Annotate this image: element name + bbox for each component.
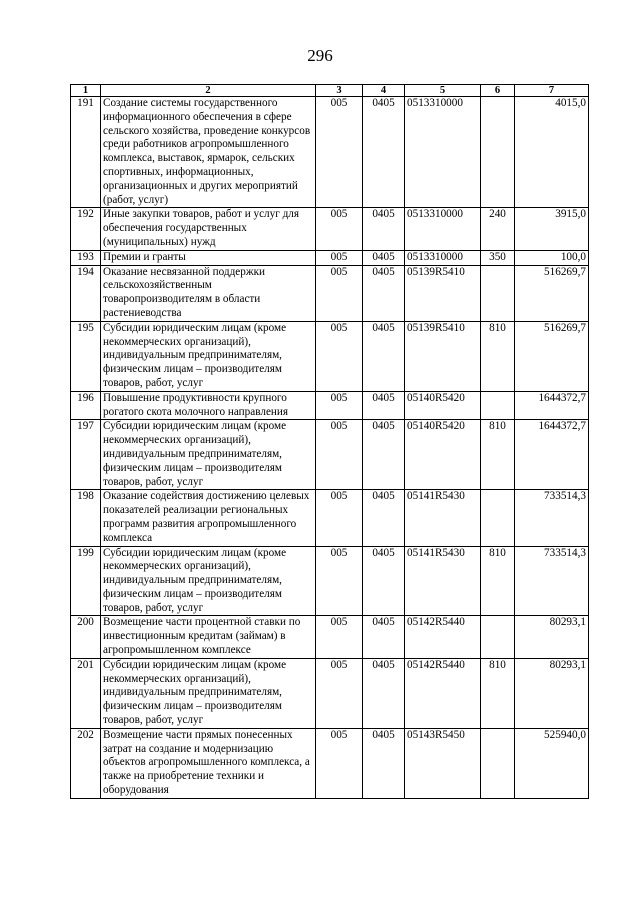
row-sum: 1644372,7 <box>515 391 589 420</box>
row-chapter: 005 <box>316 546 363 616</box>
row-expense-type <box>481 728 515 798</box>
table-row <box>71 546 589 616</box>
row-number: 199 <box>71 546 101 616</box>
row-article: 05139R5410 <box>405 265 481 321</box>
table-row <box>71 616 589 658</box>
row-chapter: 005 <box>316 728 363 798</box>
row-expense-type <box>481 391 515 420</box>
row-number: 194 <box>71 265 101 321</box>
row-subsection: 0405 <box>363 616 405 658</box>
row-expense-type: 810 <box>481 546 515 616</box>
column-header: 6 <box>481 85 515 97</box>
table-row <box>71 321 589 391</box>
row-chapter: 005 <box>316 250 363 265</box>
table-row <box>71 391 589 420</box>
budget-table <box>70 84 589 799</box>
row-expense-type: 350 <box>481 250 515 265</box>
row-subsection: 0405 <box>363 658 405 728</box>
table-row <box>71 265 589 321</box>
row-chapter: 005 <box>316 658 363 728</box>
row-name: Создание системы государственного информационного обеспечения в сфере сельского хозяйства, проведение конкурсов среди работников агропромышленного комплекса, выставок, ярмарок, сельских спортивных, информационных, организационных и других мероприятий (работ, услуг) <box>101 97 316 208</box>
row-subsection: 0405 <box>363 250 405 265</box>
row-article: 05139R5410 <box>405 321 481 391</box>
row-article: 05141R5430 <box>405 490 481 546</box>
row-name: Субсидии юридическим лицам (кроме некоммерческих организаций), индивидуальным предпринимателям, физическим лицам – производителям товаров, работ, услуг <box>101 420 316 490</box>
table-row <box>71 420 589 490</box>
row-subsection: 0405 <box>363 265 405 321</box>
row-name: Премии и гранты <box>101 250 316 265</box>
row-name: Возмещение части прямых понесенных затрат на создание и модернизацию объектов агропромышленного комплекса, а также на приобретение техники и оборудования <box>101 728 316 798</box>
table-row <box>71 97 589 208</box>
row-expense-type: 240 <box>481 208 515 250</box>
column-header: 3 <box>316 85 363 97</box>
row-name: Оказание содействия достижению целевых показателей реализации региональных программ развития агропромышленного комплекса <box>101 490 316 546</box>
row-expense-type <box>481 490 515 546</box>
row-subsection: 0405 <box>363 97 405 208</box>
row-subsection: 0405 <box>363 321 405 391</box>
row-sum: 516269,7 <box>515 321 589 391</box>
row-chapter: 005 <box>316 321 363 391</box>
row-sum: 4015,0 <box>515 97 589 208</box>
row-number: 202 <box>71 728 101 798</box>
page-number: 296 <box>307 46 333 65</box>
row-name: Иные закупки товаров, работ и услуг для обеспечения государственных (муниципальных) нужд <box>101 208 316 250</box>
row-sum: 525940,0 <box>515 728 589 798</box>
column-header: 1 <box>71 85 101 97</box>
row-expense-type <box>481 97 515 208</box>
row-subsection: 0405 <box>363 546 405 616</box>
row-article: 0513310000 <box>405 250 481 265</box>
row-sum: 80293,1 <box>515 616 589 658</box>
table-row <box>71 208 589 250</box>
header-row <box>71 85 589 97</box>
row-sum: 80293,1 <box>515 658 589 728</box>
table-row <box>71 728 589 798</box>
row-chapter: 005 <box>316 391 363 420</box>
row-expense-type <box>481 265 515 321</box>
row-name: Субсидии юридическим лицам (кроме некоммерческих организаций), индивидуальным предпринимателям, физическим лицам – производителям товаров, работ, услуг <box>101 546 316 616</box>
column-header: 5 <box>405 85 481 97</box>
row-sum: 1644372,7 <box>515 420 589 490</box>
row-article: 05141R5430 <box>405 546 481 616</box>
row-number: 191 <box>71 97 101 208</box>
row-number: 200 <box>71 616 101 658</box>
row-number: 195 <box>71 321 101 391</box>
row-expense-type: 810 <box>481 658 515 728</box>
row-article: 0513310000 <box>405 97 481 208</box>
row-number: 201 <box>71 658 101 728</box>
row-article: 05140R5420 <box>405 420 481 490</box>
table-row <box>71 490 589 546</box>
column-header: 7 <box>515 85 589 97</box>
row-subsection: 0405 <box>363 208 405 250</box>
row-number: 196 <box>71 391 101 420</box>
row-chapter: 005 <box>316 265 363 321</box>
row-subsection: 0405 <box>363 391 405 420</box>
row-expense-type <box>481 616 515 658</box>
row-name: Субсидии юридическим лицам (кроме некоммерческих организаций), индивидуальным предпринимателям, физическим лицам – производителям товаров, работ, услуг <box>101 658 316 728</box>
row-article: 05143R5450 <box>405 728 481 798</box>
row-subsection: 0405 <box>363 420 405 490</box>
row-article: 0513310000 <box>405 208 481 250</box>
row-sum: 100,0 <box>515 250 589 265</box>
row-name: Субсидии юридическим лицам (кроме некоммерческих организаций), индивидуальным предпринимателям, физическим лицам – производителям товаров, работ, услуг <box>101 321 316 391</box>
row-article: 05142R5440 <box>405 658 481 728</box>
row-name: Повышение продуктивности крупного рогатого скота молочного направления <box>101 391 316 420</box>
row-chapter: 005 <box>316 208 363 250</box>
column-header: 4 <box>363 85 405 97</box>
row-sum: 733514,3 <box>515 490 589 546</box>
table-row <box>71 250 589 265</box>
row-sum: 733514,3 <box>515 546 589 616</box>
row-subsection: 0405 <box>363 728 405 798</box>
row-article: 05140R5420 <box>405 391 481 420</box>
row-number: 192 <box>71 208 101 250</box>
row-expense-type: 810 <box>481 420 515 490</box>
row-article: 05142R5440 <box>405 616 481 658</box>
row-number: 197 <box>71 420 101 490</box>
table-row <box>71 658 589 728</box>
row-chapter: 005 <box>316 490 363 546</box>
column-header: 2 <box>101 85 316 97</box>
row-chapter: 005 <box>316 97 363 208</box>
row-expense-type: 810 <box>481 321 515 391</box>
row-subsection: 0405 <box>363 490 405 546</box>
row-name: Оказание несвязанной поддержки сельскохозяйственным товаропроизводителям в области растениеводства <box>101 265 316 321</box>
row-chapter: 005 <box>316 420 363 490</box>
row-chapter: 005 <box>316 616 363 658</box>
row-number: 198 <box>71 490 101 546</box>
row-name: Возмещение части процентной ставки по инвестиционным кредитам (займам) в агропромышленном комплексе <box>101 616 316 658</box>
row-number: 193 <box>71 250 101 265</box>
row-sum: 3915,0 <box>515 208 589 250</box>
row-sum: 516269,7 <box>515 265 589 321</box>
